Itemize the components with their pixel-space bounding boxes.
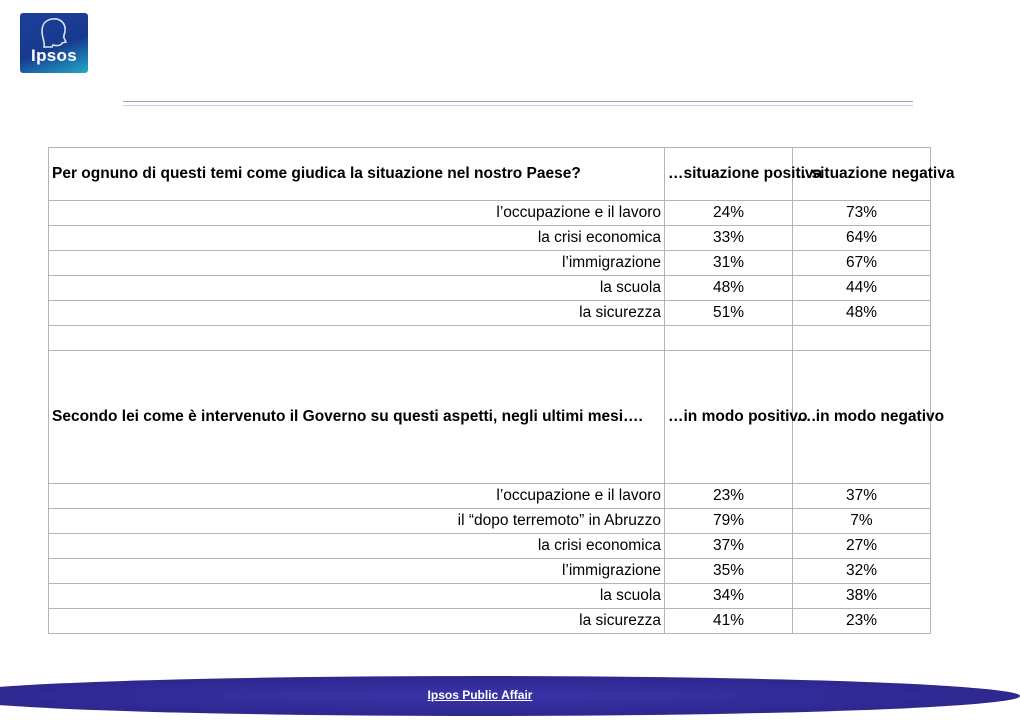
section2-col-negative: ….in modo negativo — [793, 351, 931, 484]
positive-value: 34% — [665, 584, 793, 609]
negative-value: 48% — [793, 301, 931, 326]
section1-col-positive: …situazione positiva — [665, 148, 793, 201]
spacer-row — [49, 326, 931, 351]
negative-value: 67% — [793, 251, 931, 276]
table-row — [49, 226, 931, 251]
footer-link[interactable]: Ipsos Public Affair — [427, 688, 533, 702]
row-label: la sicurezza — [49, 301, 665, 326]
header-divider — [123, 101, 913, 106]
row-label: la sicurezza — [49, 609, 665, 634]
row-label: il “dopo terremoto” in Abruzzo — [49, 509, 665, 534]
empty-cell — [665, 326, 793, 351]
negative-value: 73% — [793, 201, 931, 226]
section2-question: Secondo lei come è intervenuto il Governo su questi aspetti, negli ultimi mesi…. — [49, 351, 665, 484]
table-row — [49, 301, 931, 326]
negative-value: 23% — [793, 609, 931, 634]
survey-table — [48, 147, 955, 634]
table-row — [49, 559, 931, 584]
table-row — [49, 251, 931, 276]
table-row — [49, 509, 931, 534]
row-label: la scuola — [49, 276, 665, 301]
row-label: l’occupazione e il lavoro — [49, 201, 665, 226]
positive-value: 35% — [665, 559, 793, 584]
row-label: la crisi economica — [49, 226, 665, 251]
negative-value: 44% — [793, 276, 931, 301]
section2-header-row — [49, 351, 931, 484]
row-label: l’occupazione e il lavoro — [49, 484, 665, 509]
table-row — [49, 534, 931, 559]
head-profile-icon — [38, 17, 70, 47]
table-row — [49, 484, 931, 509]
section1-col-negative: …situazione negativa — [793, 148, 931, 201]
logo-text: Ipsos — [31, 46, 77, 65]
section1-header-row — [49, 148, 931, 201]
negative-value: 32% — [793, 559, 931, 584]
positive-value: 37% — [665, 534, 793, 559]
negative-value: 38% — [793, 584, 931, 609]
negative-value: 27% — [793, 534, 931, 559]
positive-value: 31% — [665, 251, 793, 276]
table-row — [49, 276, 931, 301]
negative-value: 64% — [793, 226, 931, 251]
positive-value: 79% — [665, 509, 793, 534]
section1-question: Per ognuno di questi temi come giudica la situazione nel nostro Paese? — [49, 148, 665, 201]
positive-value: 24% — [665, 201, 793, 226]
table-row — [49, 609, 931, 634]
row-label: l’immigrazione — [49, 559, 665, 584]
empty-cell — [793, 326, 931, 351]
empty-cell — [49, 326, 665, 351]
row-label: l’immigrazione — [49, 251, 665, 276]
table-row — [49, 584, 931, 609]
ipsos-logo — [20, 13, 88, 73]
negative-value: 37% — [793, 484, 931, 509]
positive-value: 23% — [665, 484, 793, 509]
row-label: la scuola — [49, 584, 665, 609]
row-label: la crisi economica — [49, 534, 665, 559]
positive-value: 51% — [665, 301, 793, 326]
positive-value: 33% — [665, 226, 793, 251]
table-row — [49, 201, 931, 226]
positive-value: 48% — [665, 276, 793, 301]
positive-value: 41% — [665, 609, 793, 634]
section2-col-positive: …in modo positivo — [665, 351, 793, 484]
negative-value: 7% — [793, 509, 931, 534]
